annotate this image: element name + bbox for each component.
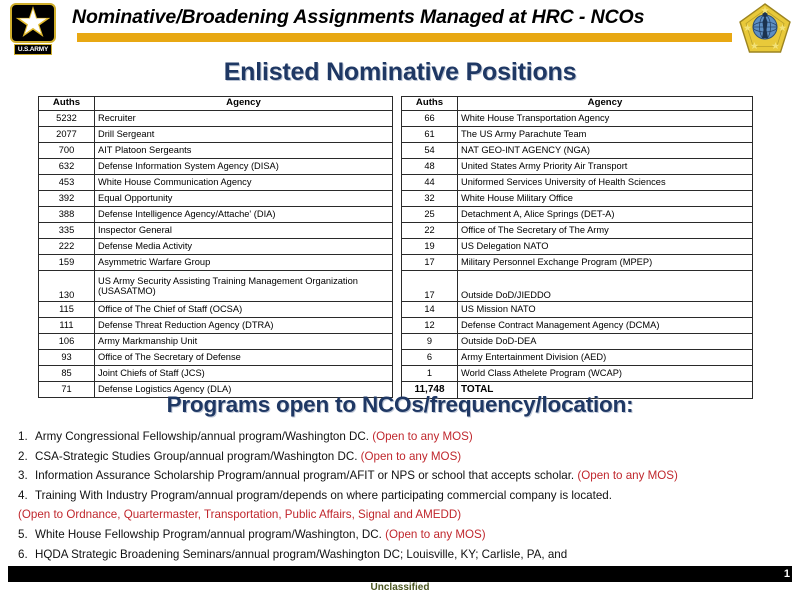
slide-title: Enlisted Nominative Positions [223, 58, 577, 86]
cell-auths: 632 [39, 159, 95, 175]
table-left-body [39, 111, 393, 398]
cell-agency: White House Military Office [458, 191, 753, 207]
cell-agency: Inspector General [95, 223, 393, 239]
table-row [402, 127, 753, 143]
cell-agency: Equal Opportunity [95, 191, 393, 207]
cell-agency: Detachment A, Alice Springs (DET-A) [458, 207, 753, 223]
cell-auths: 85 [39, 366, 95, 382]
column-header-agency: Agency [95, 97, 393, 111]
cell-agency: TOTAL [458, 382, 753, 399]
table-row [402, 255, 753, 271]
footer-bar [8, 566, 792, 582]
cell-auths: 2077 [39, 127, 95, 143]
table-row [402, 175, 753, 191]
cell-agency: Office of The Secretary of Defense [95, 350, 393, 366]
table-row [39, 175, 393, 191]
table-row [402, 143, 753, 159]
table-row [39, 334, 393, 350]
table-header-row [39, 97, 393, 111]
table-row [402, 159, 753, 175]
cell-auths: 66 [402, 111, 458, 127]
table-row [39, 366, 393, 382]
cell-agency: Defense Threat Reduction Agency (DTRA) [95, 318, 393, 334]
column-header-agency: Agency [458, 97, 753, 111]
cell-auths: 392 [39, 191, 95, 207]
table-row [402, 350, 753, 366]
table-row [402, 207, 753, 223]
list-item-text: HQDA Strategic Broadening Seminars/annual program/Washington DC; Louisville, KY; Carlisle, PA, and [35, 547, 568, 561]
cell-agency: White House Communication Agency [95, 175, 393, 191]
table-row [39, 239, 393, 255]
cell-auths: 222 [39, 239, 95, 255]
cell-agency: Joint Chiefs of Staff (JCS) [95, 366, 393, 382]
cell-agency: Army Markmanship Unit [95, 334, 393, 350]
classification-marking: Unclassified [370, 582, 430, 593]
mos-eligibility-note: (Open to any MOS) [385, 527, 486, 541]
table-row [39, 159, 393, 175]
cell-auths: 17 [402, 255, 458, 271]
header-gold-rule [77, 33, 732, 42]
list-item-text: White House Fellowship Program/annual program/Washington, DC. [35, 527, 386, 541]
cell-auths: 11,748 [402, 382, 458, 399]
table-row [402, 191, 753, 207]
list-item-number: 4. [18, 488, 28, 502]
cell-agency: Asymmetric Warfare Group [95, 255, 393, 271]
list-item-text: Training With Industry Program/annual program/depends on where participating commercial company is located. [35, 488, 612, 502]
slide-header [0, 0, 800, 58]
table-row [39, 143, 393, 159]
cell-auths: 17 [402, 271, 458, 302]
page-number: 1 [783, 568, 790, 580]
list-item-number: 6. [18, 547, 28, 561]
list-item-number: 1. [18, 430, 28, 443]
table-row [402, 302, 753, 318]
cell-agency: The US Army Parachute Team [458, 127, 753, 143]
cell-agency: Defense Intelligence Agency/Attache' (DIA) [95, 207, 393, 223]
table-row [39, 223, 393, 239]
cell-auths: 335 [39, 223, 95, 239]
table-row [39, 111, 393, 127]
mos-eligibility-note: (Open to any MOS) [360, 449, 462, 463]
cell-agency: White House Transportation Agency [458, 111, 753, 127]
cell-auths: 19 [402, 239, 458, 255]
table-row [39, 318, 393, 334]
cell-auths: 32 [402, 191, 458, 207]
list-item-text: Army Congressional Fellowship/annual program/Washington DC. [35, 430, 373, 443]
cell-auths: 9 [402, 334, 458, 350]
cell-auths: 25 [402, 207, 458, 223]
cell-auths: 22 [402, 223, 458, 239]
cell-agency: Defense Information System Agency (DISA) [95, 159, 393, 175]
mos-eligibility-note: (Open to any MOS) [577, 469, 678, 483]
cell-agency: AIT Platoon Sergeants [95, 143, 393, 159]
cell-agency: Uniformed Services University of Health Sciences [458, 175, 753, 191]
table-row [39, 350, 393, 366]
table-row [402, 223, 753, 239]
enlisted-positions-table-left [38, 96, 393, 398]
table-row [402, 239, 753, 255]
cell-auths: 61 [402, 127, 458, 143]
program-list-item [18, 466, 788, 486]
us-army-star-logo [8, 3, 60, 55]
table-row [39, 255, 393, 271]
cell-auths: 14 [402, 302, 458, 318]
table-row [39, 191, 393, 207]
cell-auths: 111 [39, 318, 95, 334]
program-list-item [18, 486, 788, 506]
list-item-number: 5. [18, 527, 28, 541]
cell-auths: 106 [39, 334, 95, 350]
header-title: Nominative/Broadening Assignments Managed at HRC - NCOs [72, 6, 645, 28]
list-item-text: CSA-Strategic Studies Group/annual program/Washington DC. [35, 449, 361, 463]
table-header-row [402, 97, 753, 111]
table-row [402, 111, 753, 127]
programs-section-title: Programs open to NCOs/frequency/location: [166, 392, 634, 417]
cell-agency: Defense Logistics Agency (DLA) [95, 382, 393, 398]
cell-auths: 5232 [39, 111, 95, 127]
cell-auths: 44 [402, 175, 458, 191]
cell-agency: Drill Sergeant [95, 127, 393, 143]
program-list-continuation [18, 505, 788, 525]
cell-agency: US Delegation NATO [458, 239, 753, 255]
list-item-number: 2. [18, 449, 28, 463]
cell-agency: Recruiter [95, 111, 393, 127]
table-row [402, 334, 753, 350]
program-list-item [18, 427, 788, 447]
table-row [39, 271, 393, 302]
list-item-number: 3. [18, 469, 28, 483]
mos-eligibility-note: (Open to any MOS) [372, 430, 473, 443]
cell-agency: United States Army Priority Air Transport [458, 159, 753, 175]
cell-agency: Outside DoD-DEA [458, 334, 753, 350]
hrc-logo-svg [738, 2, 792, 54]
cell-agency: World Class Athelete Program (WCAP) [458, 366, 753, 382]
program-list-item [18, 447, 788, 467]
table-row [402, 318, 753, 334]
cell-auths: 48 [402, 159, 458, 175]
cell-agency: US Army Security Assisting Training Management Organization (USASATMO) [95, 271, 393, 302]
column-header-auths: Auths [402, 97, 458, 111]
cell-agency: US Mission NATO [458, 302, 753, 318]
cell-auths: 453 [39, 175, 95, 191]
column-header-auths: Auths [39, 97, 95, 111]
cell-auths: 93 [39, 350, 95, 366]
cell-auths: 54 [402, 143, 458, 159]
cell-agency: Defense Media Activity [95, 239, 393, 255]
table-row [39, 302, 393, 318]
table-right-body [402, 111, 753, 399]
table-row [402, 366, 753, 382]
cell-auths: 12 [402, 318, 458, 334]
cell-agency: Office of The Secretary of The Army [458, 223, 753, 239]
list-item-text: Information Assurance Scholarship Program/annual program/AFIT or NPS or school that accepts scholar. [35, 469, 578, 483]
cell-auths: 6 [402, 350, 458, 366]
cell-auths: 159 [39, 255, 95, 271]
mos-eligibility-note: (Open to Ordnance, Quartermaster, Transportation, Public Affairs, Signal and AMEDD) [18, 508, 462, 522]
cell-agency: NAT GEO-INT AGENCY (NGA) [458, 143, 753, 159]
enlisted-positions-table-right [401, 96, 753, 399]
cell-auths: 130 [39, 271, 95, 302]
programs-list [18, 427, 788, 584]
cell-auths: 1 [402, 366, 458, 382]
army-wordmark: U.S.ARMY [14, 44, 52, 55]
cell-agency: Army Entertainment Division (AED) [458, 350, 753, 366]
program-list-item [18, 525, 788, 545]
program-list-item [18, 545, 788, 565]
cell-auths: 115 [39, 302, 95, 318]
cell-auths: 700 [39, 143, 95, 159]
table-row [402, 271, 753, 302]
table-row [39, 127, 393, 143]
cell-auths: 71 [39, 382, 95, 398]
cell-agency: Office of The Chief of Staff (OCSA) [95, 302, 393, 318]
cell-agency: Outside DoD/JIEDDO [458, 271, 753, 302]
cell-agency: Military Personnel Exchange Program (MPEP) [458, 255, 753, 271]
cell-agency: Defense Contract Management Agency (DCMA) [458, 318, 753, 334]
cell-auths: 388 [39, 207, 95, 223]
hrc-pentagon-globe-logo [738, 2, 792, 54]
table-row [39, 207, 393, 223]
